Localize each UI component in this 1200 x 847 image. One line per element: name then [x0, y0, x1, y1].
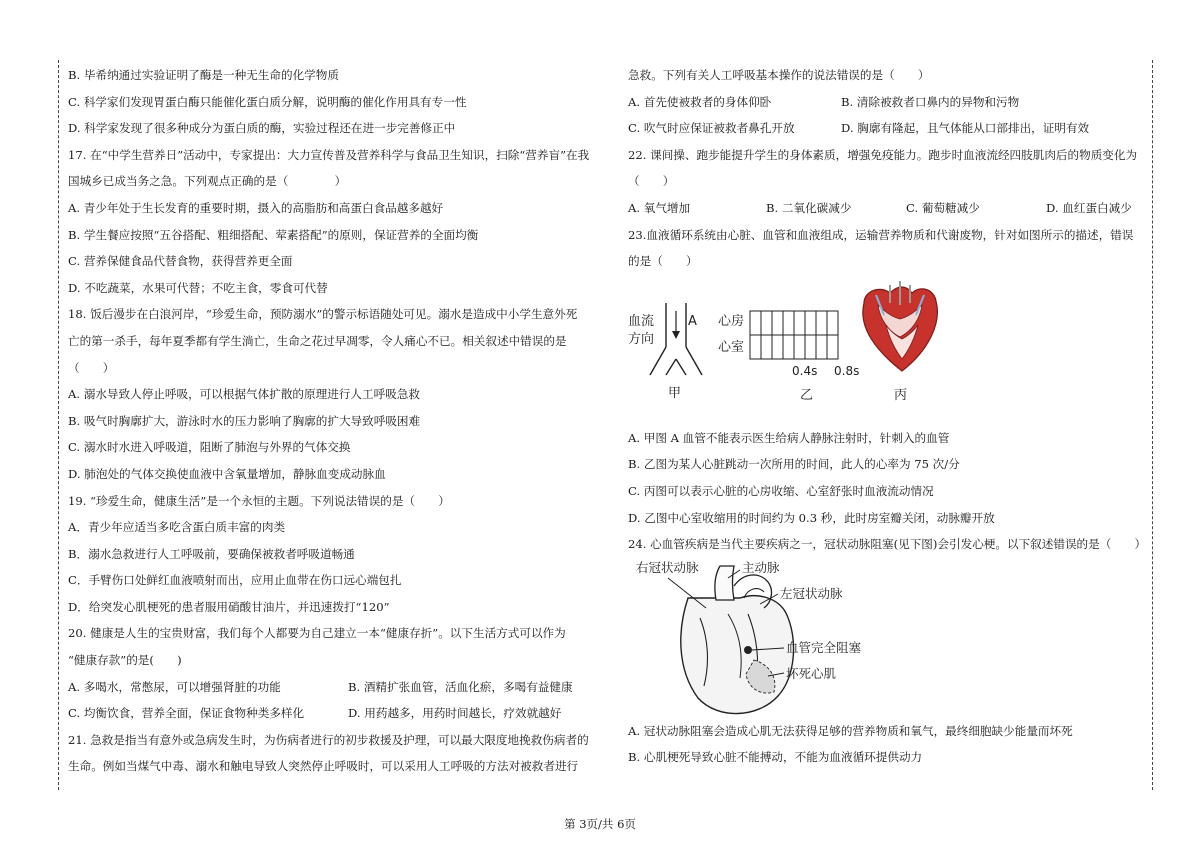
time-label: 0.8s: [834, 363, 860, 378]
option: D. 血红蛋白减少: [1046, 200, 1132, 215]
heart-diagram-bing: [863, 281, 938, 403]
time-label: 0.4s: [792, 363, 818, 378]
flow-label: 方向: [628, 331, 655, 347]
figure-23: [628, 275, 1148, 425]
question-18-stem: 18. 饭后漫步在白浪河岸，“珍爱生命，预防溺水”的警示标语随处可见。溺水是造成中小学生意外死: [68, 307, 578, 322]
left-coronary-label: 左冠状动脉: [780, 585, 843, 601]
aorta-label: 主动脉: [742, 559, 780, 575]
option: A. 多喝水，常憋尿，可以增强肾脏的功能: [68, 679, 281, 694]
option: C. 营养保健食品代替食物，获得营养更全面: [68, 254, 293, 269]
question-19-stem: 19. “珍爱生命，健康生活”是一个永恒的主题。下列说法错误的是（ ）: [68, 493, 450, 508]
option: A. 首先使被救者的身体仰卧: [628, 94, 772, 109]
text-line: “健康存款”的是( ): [68, 653, 182, 668]
option: C．手臂伤口处鲜红血液喷射而出，应用止血带在伤口远心端包扎: [68, 573, 402, 588]
text-line: 生命。例如当煤气中毒、溺水和触电导致人突然停止呼吸时，可以采用人工呼吸的方法对被救者进行: [68, 759, 579, 774]
text-line: C. 科学家们发现胃蛋白酶只能催化蛋白质分解，说明酶的催化作用具有专一性: [68, 94, 467, 109]
atrium-label: 心房: [718, 313, 745, 329]
label-yi: 乙: [800, 387, 814, 403]
option: D. 用药越多，用药时间越长，疗效就越好: [348, 706, 562, 721]
figure-23-svg: [628, 275, 1148, 425]
option: B. 学生餐应按照“五谷搭配、粗细搭配、荤素搭配”的原则，保证营养的全面均衡: [68, 227, 479, 242]
blocked-label: 血管完全阻塞: [786, 639, 862, 655]
question-24-stem: 24. 心血管疾病是当代主要疾病之一，冠状动脉阻塞(见下图)会引发心梗。以下叙述错误的是（ ）: [628, 537, 1147, 552]
option: A．青少年应适当多吃含蛋白质丰富的肉类: [68, 520, 286, 535]
option: A. 氧气增加: [628, 200, 691, 215]
vessel-label-a: A: [688, 313, 697, 329]
text-line: B. 毕希纳通过实验证明了酶是一种无生命的化学物质: [68, 68, 339, 82]
left-column: [68, 62, 605, 780]
necrosis-label: 坏死心肌: [786, 665, 837, 681]
coronary-heart-drawing: [668, 566, 794, 714]
flow-label: 血流: [628, 313, 655, 329]
timing-grid-yi: [718, 311, 859, 403]
option: A. 甲图 A 血管不能表示医生给病人静脉注射时，针刺入的血管: [628, 430, 950, 445]
text-line: 急救。下列有关人工呼吸基本操作的说法错误的是（ ）: [628, 68, 930, 82]
question-21-stem: 21. 急救是指当有意外或急病发生时，为伤病者进行的初步救援及护理，可以最大限度地挽救伤病者的: [68, 732, 589, 747]
question-23-stem: 23.血液循环系统由心脏、血管和血液组成，运输营养物质和代谢废物，针对如图所示的描述，错误: [628, 227, 1134, 242]
text-line: 国城乡已成当务之急。下列观点正确的是（ ）: [68, 174, 347, 189]
aorta-shape: [715, 566, 734, 600]
right-coronary-label: 右冠状动脉: [636, 559, 699, 575]
option: D. 乙图中心室收缩用的时间约为 0.3 秒，此时房室瓣关闭，动脉瓣开放: [628, 510, 995, 525]
option: C. 丙图可以表示心脏的心房收缩、心室舒张时血液流动情况: [628, 483, 934, 498]
right-dashed-border: [1152, 60, 1154, 790]
option: B. 酒精扩张血管，活血化瘀，多喝有益健康: [348, 679, 573, 694]
option-row: [68, 674, 605, 701]
option: B. 心肌梗死导致心脏不能搏动，不能为血液循环提供动力: [628, 750, 923, 765]
option: B. 清除被救者口鼻内的异物和污物: [841, 94, 1020, 109]
option: C. 葡萄糖减少: [906, 200, 980, 215]
text-line: 的是（ ）: [628, 254, 698, 269]
heart-outline: [681, 595, 794, 713]
option: D. 不吃蔬菜，水果可代替；不吃主食，零食可代替: [68, 280, 328, 295]
label-bing: 丙: [894, 387, 908, 403]
label-jia: 甲: [668, 385, 682, 401]
ventricle-label: 心室: [718, 339, 745, 355]
question-22-stem: 22. 课间操、跑步能提升学生的身体素质，增强免疫能力。跑步时血液流经四肢肌肉后的物质变化为: [628, 147, 1138, 162]
option-row: [628, 115, 1148, 142]
option: A. 溺水导致人停止呼吸，可以根据气体扩散的原理进行人工呼吸急救: [68, 387, 420, 402]
figure-24: [628, 558, 1148, 718]
flow-arrow-icon: [672, 331, 680, 339]
option: C. 溺水时水进入呼吸道，阻断了肺泡与外界的气体交换: [68, 440, 351, 455]
question-17-stem: 17. 在“中学生营养日”活动中，专家提出：大力宣传普及营养科学与食品卫生知识，扫除“营养盲”在我: [68, 147, 590, 162]
option: A. 青少年处于生长发育的重要时期，摄入的高脂肪和高蛋白食品越多越好: [68, 200, 444, 215]
option: B．溺水急救进行人工呼吸前，要确保被救者呼吸道畅通: [68, 546, 355, 561]
text-line: （ ）: [68, 360, 115, 375]
vessel-diagram-jia: [628, 303, 702, 401]
right-column: [628, 62, 1148, 771]
question-20-stem: 20. 健康是人生的宝贵财富，我们每个人都要为自己建立一本“健康存折”。以下生活方式可以作为: [68, 626, 566, 641]
option: B. 二氧化碳减少: [766, 200, 852, 215]
option: B. 乙图为某人心脏跳动一次所用的时间，此人的心率为 75 次/分: [628, 457, 960, 472]
option: D．给突发心肌梗死的患者服用硝酸甘油片，并迅速拨打“120”: [68, 599, 390, 614]
option-row: [628, 89, 1148, 116]
page-footer: 第 3页/共 6页: [564, 817, 636, 831]
option: B. 吸气时胸廓扩大，游泳时水的压力影响了胸廓的扩大导致呼吸困难: [68, 413, 421, 428]
option-row: [628, 195, 1148, 222]
blockage-marker: [744, 646, 752, 654]
option-row: [68, 700, 605, 727]
figure-24-svg: [628, 558, 1148, 718]
option: A. 冠状动脉阻塞会造成心肌无法获得足够的营养物质和氧气，最终细胞缺少能量而坏死: [628, 723, 1073, 738]
left-dashed-border: [58, 60, 60, 790]
option: D. 胸廓有隆起，且气体能从口部排出，证明有效: [841, 121, 1090, 136]
text-line: （ ）: [628, 174, 675, 189]
text-line: D. 科学家发现了很多种成分为蛋白质的酶，实验过程还在进一步完善修正中: [68, 121, 456, 136]
option: C. 吹气时应保证被救者鼻孔开放: [628, 121, 795, 136]
option: D. 肺泡处的气体交换使血液中含氧量增加，静脉血变成动脉血: [68, 466, 386, 481]
option: C. 均衡饮食，营养全面，保证食物种类多样化: [68, 706, 305, 721]
text-line: 亡的第一杀手，每年夏季都有学生淌亡，生命之花过早凋零，令人痛心不已。相关叙述中错误的是: [68, 333, 567, 348]
